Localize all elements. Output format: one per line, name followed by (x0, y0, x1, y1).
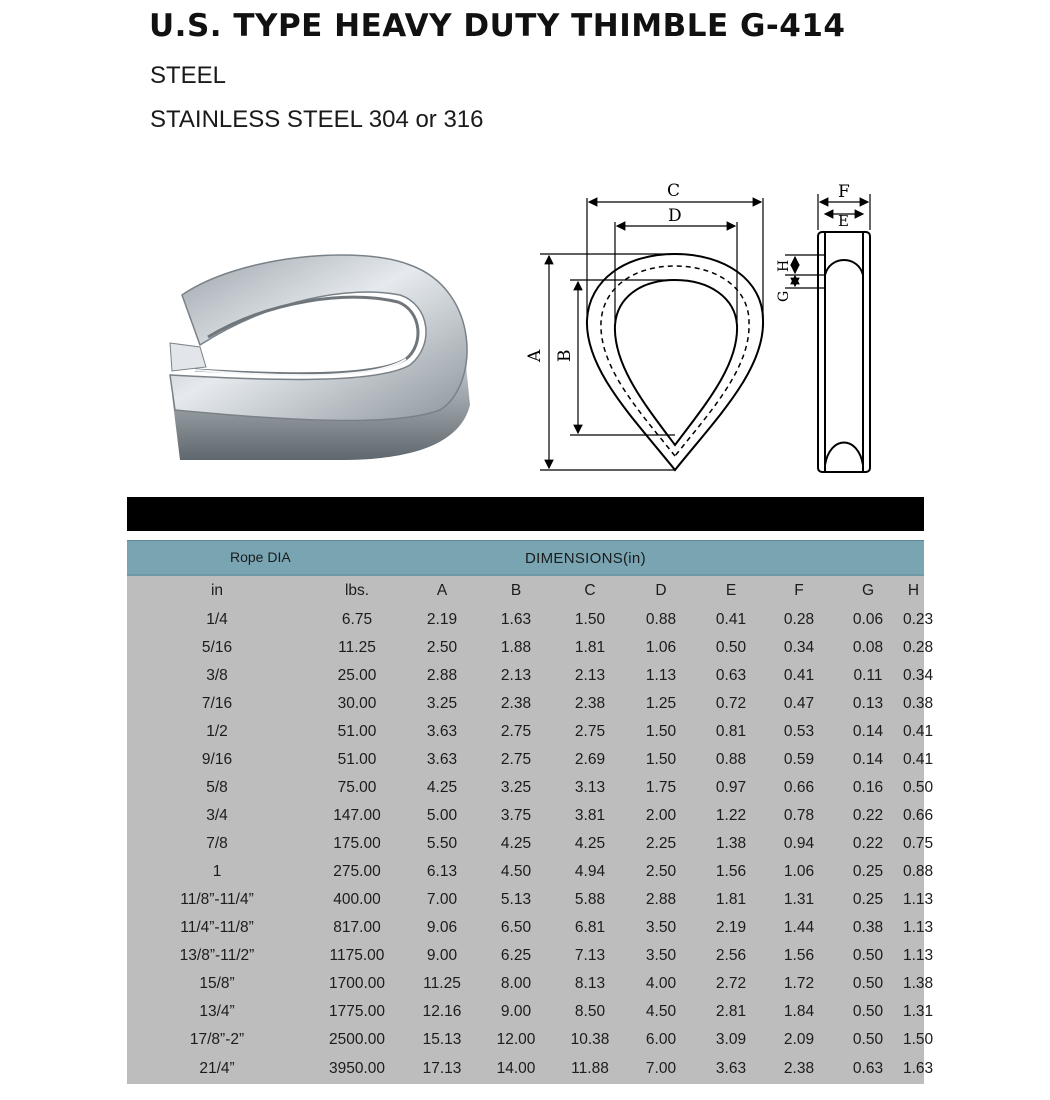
cell-dim-g: 0.50 (852, 947, 884, 964)
cell-dim-a: 3.63 (426, 723, 458, 740)
cell-dim-c: 4.25 (574, 835, 606, 852)
cell-rope-in: 3/4 (206, 807, 228, 824)
cell-dim-c: 7.13 (574, 947, 606, 964)
cell-dim-a: 7.00 (426, 891, 458, 908)
cell-dim-c: 8.50 (574, 1003, 606, 1020)
cell-dim-g: 0.16 (852, 779, 884, 796)
label-e: E (838, 212, 849, 230)
cell-dim-a: 3.63 (426, 751, 458, 768)
cell-dim-g: 0.50 (852, 1031, 884, 1048)
cell-dim-g: 0.08 (852, 639, 884, 656)
col-header-f: F (794, 582, 804, 599)
cell-dim-e: 2.81 (715, 1003, 747, 1020)
cell-dim-c: 10.38 (570, 1031, 610, 1048)
cell-dim-d: 3.50 (645, 947, 677, 964)
table-group-header (127, 540, 924, 576)
cell-dim-d: 1.25 (645, 695, 677, 712)
cell-weight-lbs: 11.25 (338, 639, 376, 656)
col-header-d: D (655, 582, 667, 599)
cell-dim-a: 4.25 (426, 779, 458, 796)
cell-dim-b: 2.38 (500, 695, 532, 712)
cell-dim-d: 4.00 (645, 975, 677, 992)
cell-dim-g: 0.11 (853, 667, 883, 684)
cell-dim-g: 0.22 (852, 835, 884, 852)
cell-dim-a: 15.13 (422, 1031, 462, 1048)
cell-dim-a: 11.25 (423, 975, 461, 992)
cell-dim-e: 3.63 (715, 1060, 747, 1077)
table-row (127, 886, 934, 914)
col-header-lbs: lbs. (344, 582, 370, 599)
cell-dim-d: 7.00 (645, 1060, 677, 1077)
cell-dim-c: 4.94 (574, 863, 606, 880)
cell-dim-c: 5.88 (574, 891, 606, 908)
cell-dim-a: 9.06 (426, 919, 458, 936)
col-header-e: E (725, 582, 737, 599)
cell-rope-in: 7/16 (201, 695, 233, 712)
cell-weight-lbs: 30.00 (337, 695, 377, 712)
cell-weight-lbs: 275.00 (333, 863, 381, 880)
cell-dim-e: 0.63 (715, 667, 747, 684)
cell-dim-e: 0.72 (715, 695, 747, 712)
table-row (127, 858, 934, 886)
cell-dim-h: 1.63 (903, 1060, 934, 1077)
cell-dim-g: 0.22 (852, 807, 884, 824)
table-row (127, 830, 934, 858)
cell-dim-b: 8.00 (500, 975, 532, 992)
cell-dim-e: 2.19 (715, 919, 747, 936)
col-header-c: C (584, 582, 596, 599)
cell-dim-f: 1.72 (783, 975, 815, 992)
cell-dim-a: 12.16 (422, 1003, 462, 1020)
cell-dim-d: 0.88 (645, 611, 677, 628)
cell-weight-lbs: 3950.00 (328, 1060, 386, 1077)
cell-dim-g: 0.14 (852, 751, 884, 768)
cell-dim-d: 2.88 (645, 891, 677, 908)
cell-dim-c: 11.88 (571, 1060, 609, 1077)
cell-dim-g: 0.50 (852, 1003, 884, 1020)
cell-weight-lbs: 2500.00 (328, 1031, 386, 1048)
label-c: C (667, 181, 681, 201)
cell-weight-lbs: 175.00 (333, 835, 381, 852)
cell-rope-in: 5/8 (206, 779, 228, 796)
col-header-in: in (210, 582, 224, 599)
cell-weight-lbs: 1775.00 (328, 1003, 386, 1020)
cell-dim-c: 8.13 (574, 975, 606, 992)
cell-dim-b: 1.88 (500, 639, 532, 656)
cell-dim-h: 0.41 (903, 723, 934, 740)
cell-rope-in: 17/8”-2” (189, 1031, 245, 1048)
cell-dim-h: 1.31 (903, 1003, 934, 1020)
cell-dim-f: 0.28 (783, 611, 815, 628)
cell-weight-lbs: 51.00 (337, 751, 377, 768)
cell-dim-d: 1.75 (645, 779, 677, 796)
cell-dim-a: 17.13 (422, 1060, 462, 1077)
material-stainless-steel: STAINLESS STEEL 304 or 316 (150, 106, 484, 133)
cell-dim-f: 0.34 (783, 639, 815, 656)
cell-rope-in: 13/4” (199, 1003, 235, 1020)
cell-dim-c: 1.81 (574, 639, 606, 656)
cell-dim-f: 2.38 (783, 1060, 815, 1077)
cell-dim-f: 0.78 (783, 807, 815, 824)
cell-dim-b: 12.00 (496, 1031, 536, 1048)
cell-dim-g: 0.63 (852, 1060, 884, 1077)
table-row (127, 606, 934, 634)
label-a: A (525, 349, 545, 362)
cell-rope-in: 11/8”-11/4” (180, 891, 254, 908)
black-header-bar (127, 497, 924, 531)
table-row (127, 802, 934, 830)
cell-dim-f: 0.59 (783, 751, 815, 768)
cell-dim-d: 1.50 (645, 723, 677, 740)
cell-dim-g: 0.13 (852, 695, 884, 712)
cell-dim-a: 5.00 (426, 807, 458, 824)
cell-weight-lbs: 817.00 (333, 919, 381, 936)
cell-dim-b: 6.50 (500, 919, 532, 936)
cell-rope-in: 1/2 (206, 723, 228, 740)
dimensions-header: DIMENSIONS(in) (525, 550, 646, 567)
cell-dim-b: 4.50 (500, 863, 532, 880)
cell-dim-f: 0.66 (783, 779, 815, 796)
cell-rope-in: 5/16 (201, 639, 233, 656)
cell-dim-f: 0.53 (783, 723, 815, 740)
cell-dim-e: 1.56 (715, 863, 747, 880)
cell-dim-f: 0.94 (783, 835, 815, 852)
col-header-a: A (436, 582, 448, 599)
cell-dim-e: 0.81 (715, 723, 747, 740)
cell-dim-e: 0.41 (715, 611, 747, 628)
cell-rope-in: 13/8”-11/2” (179, 947, 255, 964)
cell-dim-b: 5.13 (500, 891, 532, 908)
thimble-photo (160, 245, 480, 475)
table-row (127, 970, 934, 998)
cell-dim-h: 1.50 (903, 1031, 934, 1048)
table-row (127, 942, 934, 970)
cell-dim-b: 2.75 (500, 723, 532, 740)
cell-dim-e: 2.72 (715, 975, 747, 992)
cell-dim-c: 6.81 (574, 919, 606, 936)
cell-dim-b: 14.00 (496, 1060, 536, 1077)
table-row (127, 774, 934, 802)
cell-dim-g: 0.25 (852, 863, 884, 880)
cell-dim-f: 1.06 (783, 863, 815, 880)
cell-dim-h: 1.13 (903, 919, 934, 936)
dimensions-table (127, 540, 934, 1084)
cell-dim-h: 1.13 (903, 891, 934, 908)
col-header-g: G (861, 582, 875, 599)
cell-weight-lbs: 51.00 (337, 723, 377, 740)
cell-rope-in: 7/8 (206, 835, 228, 852)
cell-dim-d: 1.06 (645, 639, 677, 656)
table-row (127, 662, 934, 690)
cell-dim-g: 0.50 (852, 975, 884, 992)
cell-dim-h: 0.41 (903, 751, 934, 768)
cell-dim-f: 1.56 (783, 947, 815, 964)
table-row (127, 746, 934, 774)
cell-dim-b: 3.75 (500, 807, 532, 824)
cell-weight-lbs: 1700.00 (328, 975, 386, 992)
cell-dim-a: 3.25 (426, 695, 458, 712)
cell-dim-a: 6.13 (426, 863, 458, 880)
cell-dim-b: 6.25 (500, 947, 532, 964)
cell-dim-d: 3.50 (645, 919, 677, 936)
page-title: U.S. TYPE HEAVY DUTY THIMBLE G-414 (149, 8, 846, 44)
cell-dim-g: 0.25 (852, 891, 884, 908)
cell-dim-c: 3.81 (574, 807, 606, 824)
cell-dim-f: 1.31 (783, 891, 815, 908)
cell-rope-in: 21/4” (199, 1060, 235, 1077)
table-row (127, 690, 934, 718)
cell-dim-c: 2.69 (574, 751, 606, 768)
cell-dim-d: 2.00 (645, 807, 677, 824)
cell-dim-a: 5.50 (426, 835, 458, 852)
cell-rope-in: 9/16 (201, 751, 233, 768)
cell-rope-in: 11/4”-11/8” (180, 919, 254, 936)
cell-rope-in: 1/4 (206, 611, 228, 628)
cell-dim-d: 2.50 (645, 863, 677, 880)
cell-dim-c: 2.75 (574, 723, 606, 740)
thimble-dimension-drawing (515, 180, 890, 480)
col-header-h: H (907, 582, 920, 599)
cell-dim-b: 2.13 (500, 667, 532, 684)
cell-dim-e: 2.56 (715, 947, 747, 964)
cell-dim-h: 1.38 (903, 975, 934, 992)
cell-dim-g: 0.14 (852, 723, 884, 740)
rope-dia-header: Rope DIA (230, 549, 291, 565)
cell-dim-f: 2.09 (783, 1031, 815, 1048)
cell-dim-e: 0.50 (715, 639, 747, 656)
cell-dim-h: 0.50 (903, 779, 934, 796)
label-d: D (668, 206, 682, 226)
label-b: B (555, 349, 575, 362)
cell-weight-lbs: 1175.00 (329, 947, 385, 964)
cell-dim-h: 0.23 (903, 611, 934, 628)
cell-dim-h: 0.34 (903, 667, 934, 684)
cell-dim-e: 1.38 (715, 835, 747, 852)
cell-dim-c: 2.13 (574, 667, 606, 684)
table-row (127, 998, 934, 1026)
table-row (127, 634, 934, 662)
cell-dim-b: 3.25 (500, 779, 532, 796)
cell-dim-f: 1.44 (783, 919, 815, 936)
cell-dim-d: 1.50 (645, 751, 677, 768)
table-row (127, 1026, 934, 1054)
label-h: H (776, 259, 792, 272)
cell-dim-c: 2.38 (574, 695, 606, 712)
cell-dim-e: 3.09 (715, 1031, 747, 1048)
cell-dim-d: 6.00 (645, 1031, 677, 1048)
cell-dim-b: 2.75 (500, 751, 532, 768)
cell-dim-b: 1.63 (500, 611, 532, 628)
cell-dim-a: 9.00 (426, 947, 458, 964)
cell-dim-h: 0.75 (903, 835, 934, 852)
cell-dim-h: 0.28 (903, 639, 934, 656)
table-row (127, 914, 934, 942)
col-header-b: B (510, 582, 522, 599)
cell-dim-h: 0.88 (903, 863, 934, 880)
cell-dim-e: 0.88 (715, 751, 747, 768)
material-steel: STEEL (150, 62, 227, 89)
cell-weight-lbs: 147.00 (333, 807, 381, 824)
cell-dim-d: 1.13 (645, 667, 677, 684)
label-g: G (776, 290, 792, 302)
cell-dim-a: 2.19 (426, 611, 458, 628)
cell-dim-a: 2.88 (426, 667, 458, 684)
cell-dim-e: 0.97 (715, 779, 747, 796)
cell-rope-in: 15/8” (199, 975, 235, 992)
cell-dim-g: 0.38 (852, 919, 884, 936)
cell-dim-h: 0.66 (903, 807, 934, 824)
cell-weight-lbs: 75.00 (337, 779, 377, 796)
cell-dim-a: 2.50 (426, 639, 458, 656)
cell-weight-lbs: 25.00 (337, 667, 377, 684)
cell-dim-c: 1.50 (574, 611, 606, 628)
cell-weight-lbs: 6.75 (341, 611, 373, 628)
cell-dim-h: 0.38 (903, 695, 934, 712)
column-header-row (127, 576, 924, 606)
cell-dim-d: 2.25 (645, 835, 677, 852)
label-f: F (838, 182, 850, 202)
cell-dim-c: 3.13 (574, 779, 606, 796)
cell-rope-in: 1 (212, 863, 222, 880)
cell-dim-f: 0.41 (783, 667, 815, 684)
cell-dim-e: 1.81 (715, 891, 747, 908)
cell-dim-h: 1.13 (903, 947, 934, 964)
cell-dim-g: 0.06 (852, 611, 884, 628)
cell-dim-b: 9.00 (500, 1003, 532, 1020)
cell-dim-d: 4.50 (645, 1003, 677, 1020)
table-row (127, 718, 934, 746)
table-body (127, 606, 934, 1084)
cell-dim-f: 1.84 (783, 1003, 815, 1020)
cell-dim-f: 0.47 (783, 695, 815, 712)
cell-dim-e: 1.22 (715, 807, 747, 824)
table-row (127, 1054, 934, 1084)
cell-weight-lbs: 400.00 (333, 891, 381, 908)
cell-dim-b: 4.25 (500, 835, 532, 852)
cell-rope-in: 3/8 (206, 667, 228, 684)
